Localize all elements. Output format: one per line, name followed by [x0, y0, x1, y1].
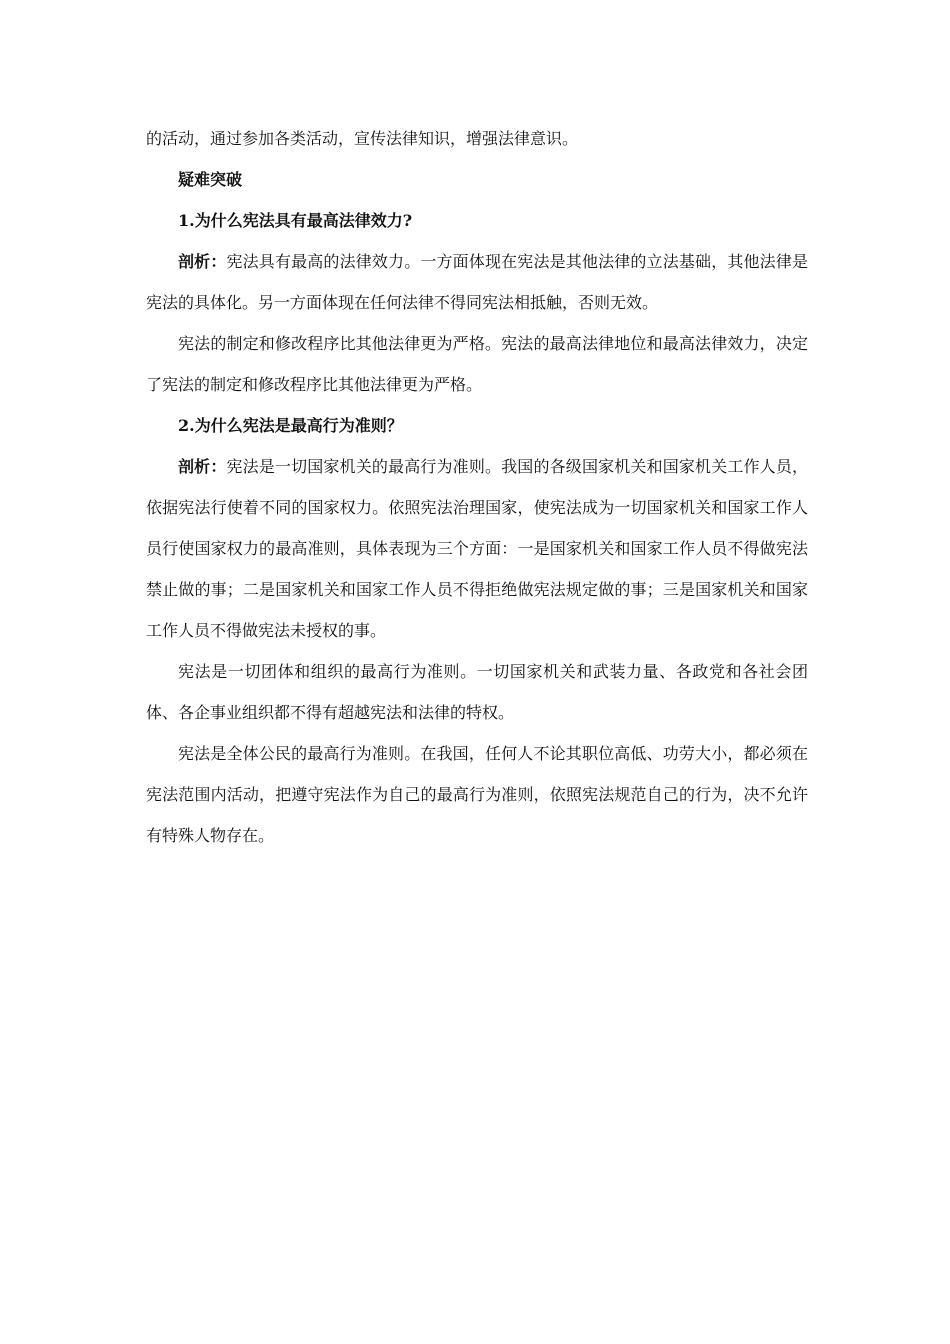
section-title: 疑难突破 — [178, 170, 243, 189]
question-2-title: 2.为什么宪法是最高行为准则？ — [178, 416, 403, 435]
question-1-title: 1.为什么宪法具有最高法律效力? — [178, 211, 413, 230]
continuation-paragraph: 的活动，通过参加各类活动，宣传法律知识，增强法律意识。 — [146, 129, 579, 148]
document-body — [146, 118, 808, 856]
question-1-answer-text: 宪法具有最高的法律效力。一方面体现在宪法是其他法律的立法基础，其他法律是宪法的具体化。另一方面体现在任何法律不得同宪法相抵触，否则无效。 — [146, 252, 808, 312]
question-2-answer-label: 剖析： — [178, 457, 227, 476]
question-2-paragraph-2: 宪法是一切团体和组织的最高行为准则。一切国家机关和武装力量、各政党和各社会团体、各企事业组织都不得有超越宪法和法律的特权。 — [146, 662, 808, 722]
question-2-paragraph-3: 宪法是全体公民的最高行为准则。在我国，任何人不论其职位高低、功劳大小，都必须在宪法范围内活动，把遵守宪法作为自己的最高行为准则，依照宪法规范自己的行为，决不允许有特殊人物存在。 — [146, 744, 808, 845]
question-1-answer — [146, 241, 808, 323]
question-1-paragraph-2: 宪法的制定和修改程序比其他法律更为严格。宪法的最高法律地位和最高法律效力，决定了宪法的制定和修改程序比其他法律更为严格。 — [146, 334, 808, 394]
question-2-answer — [146, 446, 808, 651]
question-2-answer-text: 宪法是一切国家机关的最高行为准则。我国的各级国家机关和国家机关工作人员，依据宪法行使着不同的国家权力。依照宪法治理国家，使宪法成为一切国家机关和国家工作人员行使国家权力的最高准则，具体表现为三个方面：一是国家机关和国家工作人员不得做宪法禁止做的事；二是国家机关和国家工作人员不得拒绝做宪法规定做的事；三是国家机关和国家工作人员不得做宪法未授权的事。 — [146, 457, 808, 640]
question-1-answer-label: 剖析： — [178, 252, 227, 271]
